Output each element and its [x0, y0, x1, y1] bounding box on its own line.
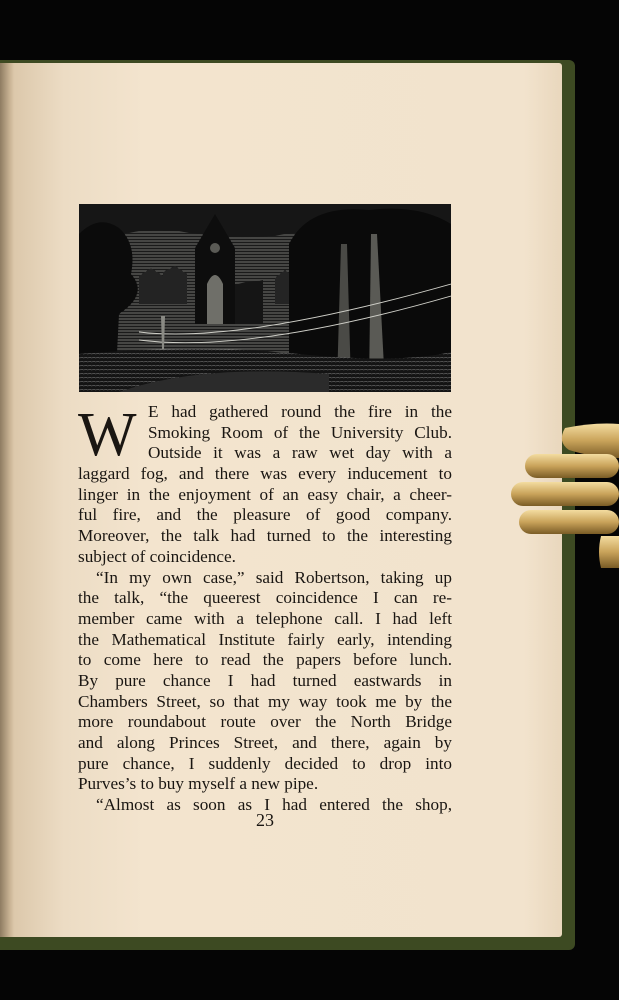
text-line: Chambers Street, so that my way took me by the	[78, 691, 452, 711]
text-line: “Almost as soon as I had entered the shop,	[96, 795, 452, 815]
page-gutter-shadow	[0, 63, 14, 937]
text-line: to come here to read the papers before lunch.	[78, 650, 452, 670]
text-line: linger in the enjoyment of an easy chair, a cheer-	[78, 484, 452, 504]
page-number: 23	[256, 810, 274, 830]
text-line: Purves’s to buy myself a new pipe.	[78, 774, 319, 794]
text-line: By pure chance I had turned eastwards in	[78, 670, 452, 690]
text-line: member came with a telephone call. I had left	[78, 608, 452, 628]
text-line: “In my own case,” said Robertson, taking up	[96, 567, 452, 587]
text-line: Outside it was a raw wet day with a	[148, 443, 452, 463]
text-line: laggard fog, and there was every inducement to	[78, 464, 452, 484]
text-line: the talk, “the queerest coincidence I can re-	[78, 588, 452, 608]
text-line: subject of coincidence.	[78, 546, 236, 566]
text-line: Moreover, the talk had turned to the interesting	[78, 526, 452, 546]
drop-cap: W	[78, 401, 137, 469]
body-text	[78, 402, 452, 816]
brass-hand-page-holder	[505, 418, 619, 572]
text-line: the Mathematical Institute fairly early, intending	[78, 629, 452, 649]
text-line: and along Princes Street, and there, again by	[78, 733, 452, 752]
woodcut-illustration	[79, 204, 451, 392]
text-line: ful fire, and the pleasure of good company.	[78, 505, 452, 525]
text-line: more roundabout route over the North Bridge	[78, 712, 452, 732]
text-line: Smoking Room of the University Club.	[148, 422, 452, 442]
text-line: E had gathered round the fire in the	[148, 402, 452, 421]
text-line: pure chance, I suddenly decided to drop into	[78, 753, 452, 773]
